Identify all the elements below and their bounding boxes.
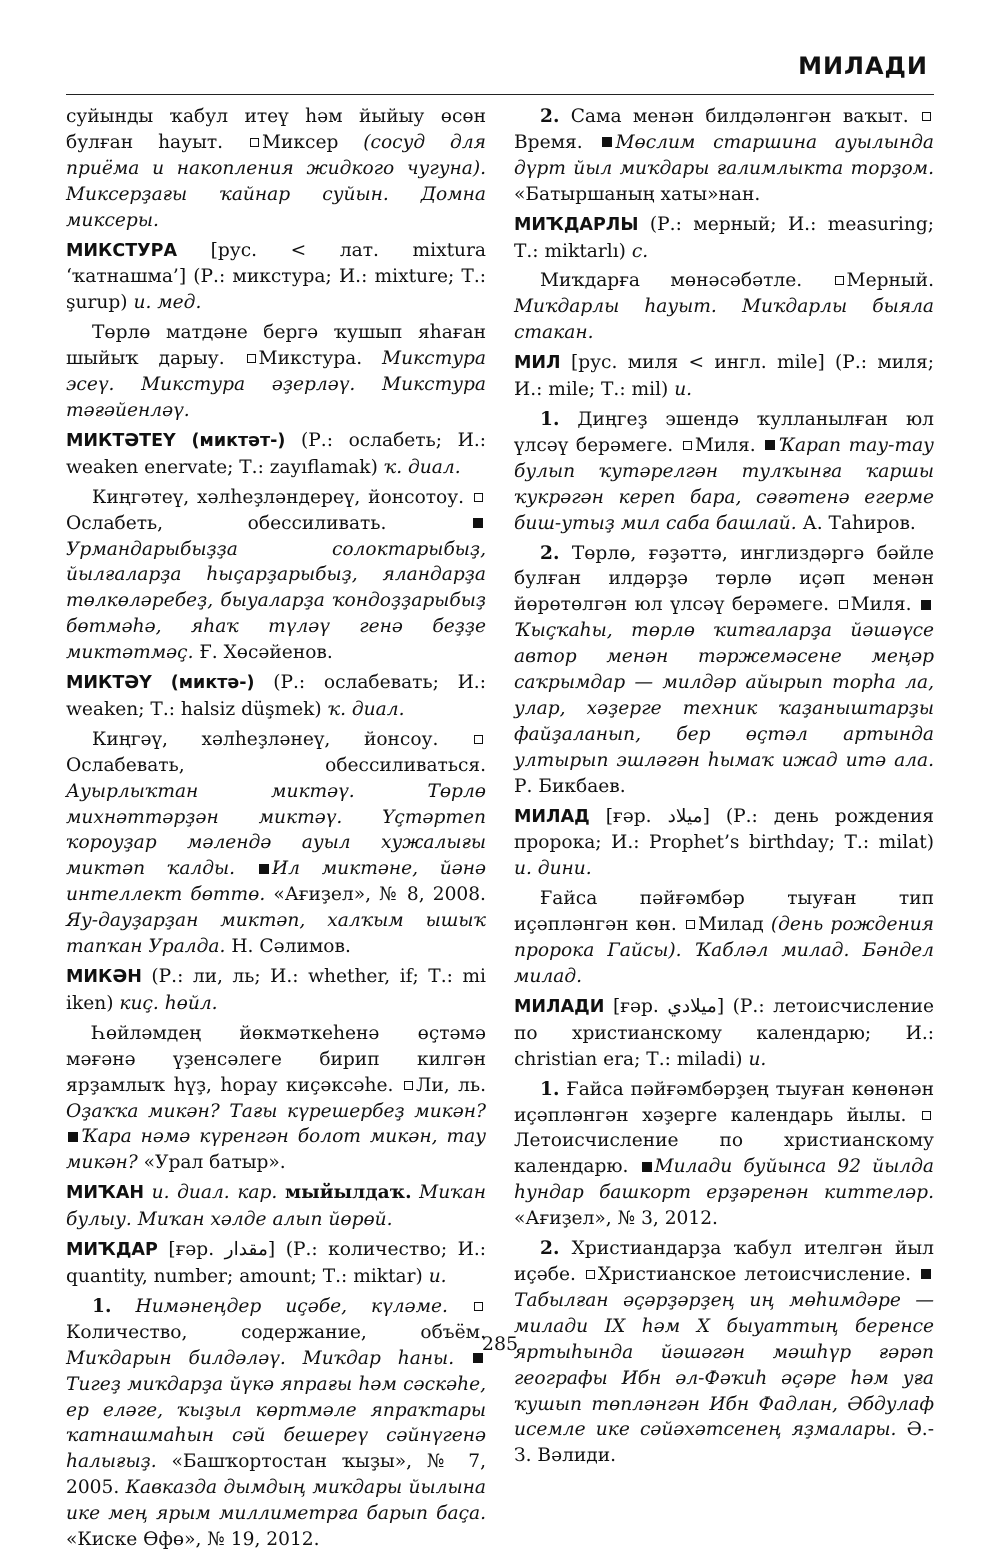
headword: МИКТӘТЕҮ (миктәт-): [66, 430, 286, 451]
entry-head: МИКТӘҮ (миктә-) (Р.: ослабевать; И.: weaken; Т.: halsiz düşmek) ҡ. диал.: [66, 672, 486, 720]
entry-head: МИКСТУРА [рус. < лат. mixtura ‘ҡатнашма’] (Р.: микстура; И.: mixture; Т.: şurup) и. мед.: [66, 239, 486, 314]
entry-sense: Миҡдарға мөнәсәбәтле. Мерный. Миҡдарлы һауыт. Миҡдарлы быяла стакан.: [514, 270, 934, 344]
translation-marker-icon: [586, 1270, 595, 1279]
translation-marker-icon: [922, 112, 931, 121]
entry-sense: Ғайса пәйғәмбәр тыуған тип иҫәпләнгән көн. Милад (день рождения пророка Гайсы). Ҡабләл милад. Бәндел милад.: [514, 888, 934, 987]
entry-head: МИЛАД [ғәр. ميلاد] (Р.: день рождения пророка; И.: Prophet’s birthday; Т.: milat) и. дини.: [514, 805, 934, 880]
translation-marker-icon: [686, 920, 695, 929]
example-marker-icon: [765, 440, 775, 450]
translation-marker-icon: [474, 1302, 483, 1311]
translation-marker-icon: [404, 1081, 413, 1090]
entry-head: МИЛ [рус. миля < ингл. mile] (Р.: миля; И.: mile; Т.: mil) и.: [514, 352, 934, 401]
example-marker-icon: [259, 864, 269, 874]
translation-marker-icon: [922, 1111, 931, 1120]
guide-word: МИЛАДИ: [798, 52, 928, 80]
translation-marker-icon: [683, 441, 692, 450]
headword: МИКТӘҮ (миктә-): [66, 673, 255, 694]
entry-sense: Киңгәтеү, хәлһеҙләндереү, йонсотоу. Ослабеть, обессиливать. Урмандарыбыҙҙа солоктарыбыҙ, йылғаларҙа һыҫарҙарыбыҙ, яландарҙа төлкөләребеҙ, быуаларҙа ҡондоҙҙарыбыҙ бөтмәһә, яһаҡ түләү генә беҙҙе миктәтмәҫ. Ғ. Хөсәйенов.: [66, 486, 486, 664]
entry-head: МИҠДАРЛЫ (Р.: мерный; И.: measuring; Т.: miktarlı) с.: [514, 213, 934, 262]
translation-marker-icon: [474, 493, 483, 502]
entry-sense: Һөйләмдең йөкмәткеһенә өҫтәмә мәғәнә үҙенсәлеге бирип килгән ярҙамлыҡ һүҙ, һорау киҫәксәһе. Ли, ль. Оҙаҡҡа микән? Тағы күрешербеҙ микән? Ҡара нәмә күренгән болот микән, тау микән? «Урал батыр».: [66, 1022, 486, 1174]
headword: МИҠАН: [66, 1183, 145, 1204]
entry-head: МИКТӘТЕҮ (миктәт-) (Р.: ослабеть; И.: weaken enervate; Т.: zayıflamak) ҡ. диал.: [66, 429, 486, 478]
translation-marker-icon: [839, 600, 848, 609]
entry-head: МИҠАН и. диал. кар. мыйылдаҡ. Миҡан булыу. Миҡан хәлде алып йөрөй.: [66, 1182, 486, 1231]
example-marker-icon: [473, 518, 483, 528]
entry-sense: 1. Диңгеҙ эшендә ҡулланылған юл үлсәү берәмеге. Миля. Ҡарап тау-тау булып ҡутәрелгән тулҡынға ҡаршы ҡукрәгән кереп бара, сәғәтенә егерме биш-утыҙ мил саба башлай. А. Таһиров.: [514, 408, 934, 534]
headword: МИҠДАР: [66, 1240, 158, 1261]
entry-sense: 2. Төрлө, ғәҙәттә, инглиздәргә бәйле булған илдәрҙә төрлө иҫәп менән йөрөтөлгән юл үлсәү берәмеге. Миля. Ҡыҫҡаһы, төрлө ҡитғаларҙа йәшәүсе автор менән тәржемәсене меңәр саҡрымдар — милдәр айырып торһа ла, улар, хәҙерге техник ҡаҙаныштарҙы файҙаланып, бер өҫтәл артында ултырып эшләгән һымаҡ ижад итә ала. Р. Бикбаев.: [514, 542, 935, 797]
entry-head: МИКӘН (Р.: ли, ль; И.: whether, if; Т.: mi iken) киҫ. һөйл.: [66, 966, 486, 1014]
headword: МИҠДАРЛЫ: [514, 214, 639, 235]
headword: МИЛАД: [514, 806, 590, 827]
example-marker-icon: [68, 1132, 78, 1142]
entry-sense: Киңгәү, хәлһеҙләнеү, йонсоу. Ослабевать, обессиливаться. Ауырлыҡтан миктәү. Төрлө михнәттәрҙән миктәү. Үҫтәртеп ҡороуҙар мәлендә ауыл хужалығы миктәп ҡалды. Ил миктәне, йәнә интеллект бөттө. «Ағиҙел», № 8, 2008. Яу-дауҙарҙан миктәп, халҡым ышыҡ тапҡан Уралда. Н. Сәлимов.: [66, 728, 486, 958]
headword: МИКӘН: [66, 967, 142, 987]
entry-sense: 2. Христиандарҙа ҡабул ителгән йыл иҫәбе. Христианское летоисчисление. Табылған әҫәрҙәрҙең иң мөһимдәре — милади IX һәм X быуаттың беренсе яртыһында йәшәгән мәшһүр ғәрәп географы Ибн әл-Фәҡиһ әҫәре һәм уға ҡушып төпләнгән Ибн Фадлан, Әбдулаф исемле ике сәйәхәтсенең яҙмалары. Ә.-З. Вәлиди.: [514, 1238, 934, 1467]
entry-head: МИЛАДИ [ғәр. ميلادي] (Р.: летоисчисление по христианскому календарю; И.: christian era; Т.: miladi) и.: [514, 995, 934, 1070]
translation-marker-icon: [835, 276, 844, 285]
example-marker-icon: [602, 137, 612, 147]
headword: МИЛ: [514, 353, 561, 374]
headword: МИКСТУРА: [66, 240, 178, 261]
header-rule: [66, 94, 934, 95]
translation-marker-icon: [250, 138, 259, 147]
example-marker-icon: [642, 1162, 652, 1172]
example-marker-icon: [921, 1269, 931, 1279]
entry-sense: 1. Нимәнеңдер иҫәбе, күләме. Количество, содержание, объём. Миҡдарын билдәләү. Миҡдар һаны. Тигеҙ миҡдарҙа йүкә япрағы һәм сәскәһе, ер еләге, ҡыҙыл көртмәле япраҡтары ҡатнашмаһын сәй бешереү сәйнүгенә һалығыҙ. «Башҡортостан ҡыҙы», № 7, 2005. Кавказда дымдың миҡдары йылына ике мең ярым миллиметрға барып баҫа. «Киске Өфө», № 19, 2012.: [66, 1295, 486, 1551]
entry-sense: Төрлө матдәне бергә ҡушып яһаған шыйыҡ дарыу. Микстура. Микстура эсеү. Микстура әҙерләү. Микстура тәғәйенләү.: [66, 322, 486, 421]
translation-marker-icon: [247, 354, 256, 363]
right-column: [514, 104, 934, 1469]
entry-continuation: суйынды ҡабул итеү һәм йыйыу өсөн булған һауыт. Миксер (сосуд для приёма и накопления жидкого чугуна). Миксерҙағы ҡайнар суйын. Домна миксеры.: [66, 106, 486, 231]
example-marker-icon: [921, 600, 931, 610]
headword: МИЛАДИ: [514, 996, 605, 1017]
entry-sense: 2. Сама менән билдәләнгән ваҡыт. Время. Мөслим старшина ауылында дүрт йыл миҡдары ғалимлыкта торҙом. «Батыршаның хаты»нан.: [514, 106, 934, 205]
page-number: 285: [481, 1333, 519, 1355]
entry-sense: 1. Ғайса пәйғәмбәрҙең тыуған көнөнән иҫәпләнгән хәҙерге календарь йылы. Летоисчисление по христианскому календарю. Милади буйынса 92 йылда һундар башкорт ерҙәренән киттеләр. «Ағиҙел», № 3, 2012.: [514, 1078, 934, 1230]
translation-marker-icon: [474, 735, 483, 744]
entry-head: МИҠДАР [ғәр. مقدار] (Р.: количество; И.: quantity, number; amount; Т.: miktar) и.: [66, 1239, 486, 1287]
